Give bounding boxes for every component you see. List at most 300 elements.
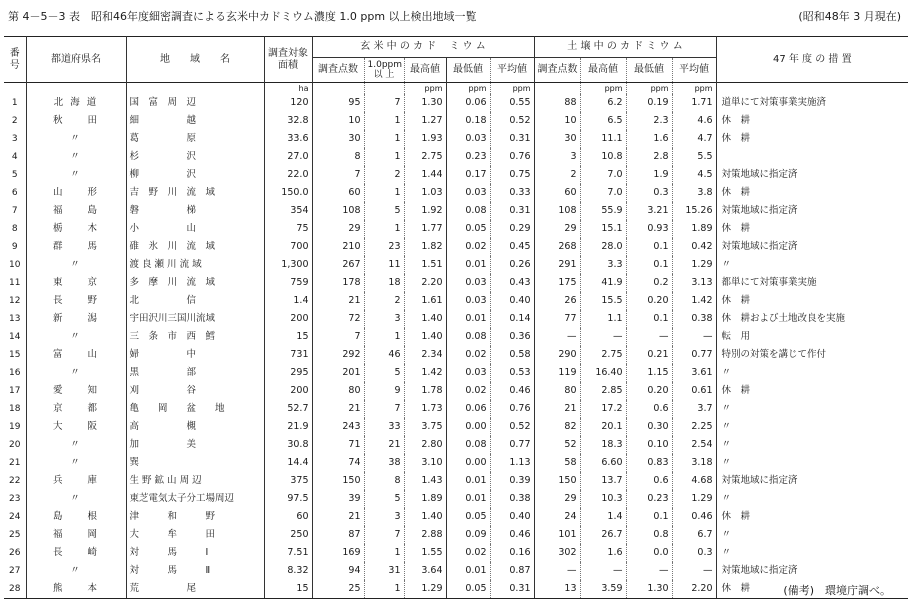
cell-pref: 〃	[26, 130, 126, 148]
cell-savg: 2.20	[672, 580, 716, 599]
cell-rmin: 0.03	[446, 130, 490, 148]
cell-smin: 0.1	[626, 238, 672, 256]
cell-rmax: 1.27	[404, 112, 446, 130]
cell-over: 23	[364, 238, 404, 256]
cell-smin: 0.2	[626, 274, 672, 292]
cell-survey: 15	[264, 328, 312, 346]
cell-ravg: 0.33	[490, 184, 534, 202]
cell-pref: 〃	[26, 436, 126, 454]
cell-ravg: 0.40	[490, 292, 534, 310]
cell-area: 北 信	[126, 292, 264, 310]
cell-smax: 26.7	[580, 526, 626, 544]
cell-ravg: 0.76	[490, 400, 534, 418]
cell-smax: 2.85	[580, 382, 626, 400]
cell-rmax: 3.10	[404, 454, 446, 472]
cell-smin: 0.1	[626, 508, 672, 526]
cell-measure: 休 耕および土地改良を実施	[716, 310, 908, 328]
header-rice-points: 調査点数	[312, 58, 364, 83]
header-no: 番号	[9, 47, 20, 71]
cell-no: 9	[11, 242, 18, 252]
cell-savg: 2.25	[672, 418, 716, 436]
cell-ravg: 0.52	[490, 112, 534, 130]
cell-smax: —	[580, 328, 626, 346]
cell-smin: 0.83	[626, 454, 672, 472]
cell-smin: 0.93	[626, 220, 672, 238]
cell-rmin: 0.05	[446, 580, 490, 599]
table-header	[4, 37, 908, 83]
cell-over: 1	[364, 184, 404, 202]
cell-area: 碓 氷 川 流 域	[126, 238, 264, 256]
cell-rmax: 1.78	[404, 382, 446, 400]
cell-ravg: 0.29	[490, 220, 534, 238]
cell-points: 210	[312, 238, 364, 256]
cell-survey: 1,300	[264, 256, 312, 274]
cell-measure: 対策地域に指定済	[716, 472, 908, 490]
cell-rmin: 0.02	[446, 346, 490, 364]
cell-over: 2	[364, 292, 404, 310]
cell-points: 243	[312, 418, 364, 436]
cell-rmin: 0.02	[446, 544, 490, 562]
cell-smax: 10.3	[580, 490, 626, 508]
cell-smin: 0.6	[626, 400, 672, 418]
table-row	[4, 472, 908, 490]
cell-pref: 長 野	[26, 292, 126, 310]
header-soil-group: 土 壌 中 の カ ド ミ ウ ム	[534, 37, 716, 58]
cell-measure: 対策地域に指定済	[716, 202, 908, 220]
cell-ravg: 0.40	[490, 508, 534, 526]
cell-savg: 3.13	[672, 274, 716, 292]
header-rice-max: 最高値	[404, 58, 446, 83]
cell-points: 80	[312, 382, 364, 400]
cell-rmax: 1.93	[404, 130, 446, 148]
cell-smin: 0.1	[626, 310, 672, 328]
cell-survey: 759	[264, 274, 312, 292]
cell-spts: 24	[534, 508, 580, 526]
cell-savg: 6.7	[672, 526, 716, 544]
cell-survey: 75	[264, 220, 312, 238]
cell-smin: 0.23	[626, 490, 672, 508]
cell-smin: 1.15	[626, 364, 672, 382]
cell-measure: 〃	[716, 454, 908, 472]
as-of-date: (昭和48年 3 月現在)	[798, 10, 901, 23]
cell-ravg: 0.31	[490, 202, 534, 220]
cell-smin: 1.30	[626, 580, 672, 599]
cell-over: 1	[364, 148, 404, 166]
cell-smin: 0.10	[626, 436, 672, 454]
cell-survey: 21.9	[264, 418, 312, 436]
cell-no: 18	[9, 404, 21, 414]
table-row	[4, 346, 908, 364]
cell-over: 31	[364, 562, 404, 580]
cell-rmin: 0.01	[446, 256, 490, 274]
cell-area: 小 山	[126, 220, 264, 238]
cell-ravg: 0.55	[490, 94, 534, 112]
unit-soil-avg: ppm	[672, 83, 716, 95]
cell-pref: 北 海 道	[26, 94, 126, 112]
cell-over: 1	[364, 328, 404, 346]
cell-rmax: 2.75	[404, 148, 446, 166]
cell-area: 荒 尾	[126, 580, 264, 599]
cell-over: 3	[364, 310, 404, 328]
cell-survey: 200	[264, 382, 312, 400]
cell-smax: 11.1	[580, 130, 626, 148]
cell-spts: 175	[534, 274, 580, 292]
cell-no: 19	[9, 422, 21, 432]
cell-rmin: 0.17	[446, 166, 490, 184]
cell-pref: 兵 庫	[26, 472, 126, 490]
cell-ravg: 0.36	[490, 328, 534, 346]
cell-area: 巽	[126, 454, 264, 472]
cell-no: 28	[4, 580, 26, 599]
cell-rmax: 1.44	[404, 166, 446, 184]
cell-smax: 28.0	[580, 238, 626, 256]
cell-rmin: 0.08	[446, 436, 490, 454]
cell-measure: 〃	[716, 490, 908, 508]
cell-savg: 0.42	[672, 238, 716, 256]
cell-points: 267	[312, 256, 364, 274]
cell-rmax: 1.55	[404, 544, 446, 562]
cell-area: 対 馬 Ⅰ	[126, 544, 264, 562]
cell-area: 三 条 市 西 鱈	[126, 328, 264, 346]
cell-measure: 休 耕	[716, 580, 908, 599]
table-row	[4, 220, 908, 238]
cell-rmax: 1.92	[404, 202, 446, 220]
cell-points: 21	[312, 400, 364, 418]
cell-over: 2	[364, 166, 404, 184]
cell-area: 磐 梯	[126, 202, 264, 220]
cell-survey: 33.6	[264, 130, 312, 148]
cell-over: 5	[364, 490, 404, 508]
cell-savg: 3.61	[672, 364, 716, 382]
cell-smin: 0.20	[626, 292, 672, 310]
cell-rmax: 1.73	[404, 400, 446, 418]
cell-survey: 7.51	[264, 544, 312, 562]
cell-rmax: 1.29	[404, 580, 446, 599]
cell-pref: 愛 知	[26, 382, 126, 400]
cell-measure: 休 耕	[716, 292, 908, 310]
unit-area: ha	[264, 83, 312, 95]
cell-rmin: 0.01	[446, 310, 490, 328]
cell-smax: 7.0	[580, 184, 626, 202]
cell-over: 9	[364, 382, 404, 400]
cell-smax: 17.2	[580, 400, 626, 418]
cell-smin: 2.3	[626, 112, 672, 130]
cell-survey: 15	[264, 580, 312, 599]
cell-pref: 〃	[26, 490, 126, 508]
cell-no: 11	[9, 278, 21, 288]
cell-no: 8	[11, 224, 18, 234]
cell-spts: 291	[534, 256, 580, 274]
cell-points: 72	[312, 310, 364, 328]
cell-spts: —	[534, 328, 580, 346]
cell-survey: 250	[264, 526, 312, 544]
cell-survey: 22.0	[264, 166, 312, 184]
cell-points: 29	[312, 220, 364, 238]
cell-survey: 52.7	[264, 400, 312, 418]
cell-savg: 0.3	[672, 544, 716, 562]
cell-pref: 新 潟	[26, 310, 126, 328]
cell-measure: 休 耕	[716, 184, 908, 202]
table-row	[4, 454, 908, 472]
unit-row	[4, 83, 908, 95]
cell-measure: 〃	[716, 418, 908, 436]
cell-points: 10	[312, 112, 364, 130]
cell-savg: 1.29	[672, 256, 716, 274]
cell-rmax: 2.20	[404, 274, 446, 292]
cell-savg: 0.61	[672, 382, 716, 400]
cell-rmin: 0.01	[446, 562, 490, 580]
table-row	[4, 382, 908, 400]
cell-ravg: 0.87	[490, 562, 534, 580]
cell-area: 葛 原	[126, 130, 264, 148]
cell-ravg: 0.39	[490, 472, 534, 490]
cell-over: 5	[364, 364, 404, 382]
header-survey-area: 調査対象面積	[264, 37, 312, 83]
header-rice-group: 玄 米 中 の カ ド ミ ウ ム	[312, 37, 534, 58]
table-row	[4, 202, 908, 220]
cell-savg: 4.5	[672, 166, 716, 184]
cell-rmax: 1.40	[404, 328, 446, 346]
cell-rmin: 0.18	[446, 112, 490, 130]
cell-survey: 60	[264, 508, 312, 526]
cell-smin: —	[626, 328, 672, 346]
cell-spts: 77	[534, 310, 580, 328]
cell-no: 26	[9, 548, 21, 558]
cell-smax: 6.60	[580, 454, 626, 472]
cell-ravg: 0.46	[490, 382, 534, 400]
unit-rice-min: ppm	[446, 83, 490, 95]
cell-measure: 都単にて対策事業実施	[716, 274, 908, 292]
cell-rmin: 0.06	[446, 94, 490, 112]
cell-smax: 6.2	[580, 94, 626, 112]
cell-no: 21	[9, 458, 21, 468]
cell-savg: 1.29	[672, 490, 716, 508]
cell-no: 17	[9, 386, 21, 396]
cell-spts: 21	[534, 400, 580, 418]
cell-rmin: 0.08	[446, 202, 490, 220]
cell-points: 7	[312, 166, 364, 184]
cell-smax: 15.5	[580, 292, 626, 310]
cell-ravg: 0.45	[490, 238, 534, 256]
cell-no: 27	[9, 566, 21, 576]
cell-area: 吉 野 川 流 域	[126, 184, 264, 202]
cell-rmax: 1.43	[404, 472, 446, 490]
cell-points: 8	[312, 148, 364, 166]
cell-smin: 0.6	[626, 472, 672, 490]
cell-ravg: 0.31	[490, 130, 534, 148]
cell-area: 多 摩 川 流 域	[126, 274, 264, 292]
cell-measure: 休 耕	[716, 220, 908, 238]
cell-spts: 82	[534, 418, 580, 436]
cell-smax: 55.9	[580, 202, 626, 220]
cell-ravg: 0.76	[490, 148, 534, 166]
cell-measure: 転 用	[716, 328, 908, 346]
cell-survey: 295	[264, 364, 312, 382]
table-row	[4, 400, 908, 418]
cell-ravg: 0.46	[490, 526, 534, 544]
cell-smax: 3.3	[580, 256, 626, 274]
table-row	[4, 364, 908, 382]
cell-rmax: 1.40	[404, 508, 446, 526]
cell-smax: 15.1	[580, 220, 626, 238]
cell-over: 33	[364, 418, 404, 436]
cell-smax: 3.59	[580, 580, 626, 599]
cell-survey: 700	[264, 238, 312, 256]
cell-smin: 2.8	[626, 148, 672, 166]
cell-points: 150	[312, 472, 364, 490]
cell-spts: —	[534, 562, 580, 580]
cell-rmin: 0.06	[446, 400, 490, 418]
cell-smax: 16.40	[580, 364, 626, 382]
cell-smax: 2.75	[580, 346, 626, 364]
cell-no: 16	[9, 368, 21, 378]
cell-pref: 〃	[26, 166, 126, 184]
cell-rmin: 0.03	[446, 364, 490, 382]
cell-smax: 20.1	[580, 418, 626, 436]
cell-smax: 6.5	[580, 112, 626, 130]
cell-ravg: 0.77	[490, 436, 534, 454]
header-soil-points: 調査点数	[534, 58, 580, 83]
header-area: 地 域 名	[126, 37, 264, 83]
cell-area: 高 槻	[126, 418, 264, 436]
cell-survey: 14.4	[264, 454, 312, 472]
cell-no: 1	[11, 98, 18, 108]
header-measures: 47 年 度 の 措 置	[716, 37, 908, 83]
table-body	[4, 83, 908, 599]
cell-smin: 3.21	[626, 202, 672, 220]
cell-spts: 88	[534, 94, 580, 112]
cell-spts: 80	[534, 382, 580, 400]
cell-spts: 58	[534, 454, 580, 472]
cell-area: 渡 良 瀬 川 流 域	[126, 256, 264, 274]
table-row	[4, 112, 908, 130]
cell-savg: 0.46	[672, 508, 716, 526]
cell-measure: 対策地域に指定済	[716, 238, 908, 256]
cell-no: 24	[9, 512, 21, 522]
cell-ravg: 0.14	[490, 310, 534, 328]
cell-points: 30	[312, 130, 364, 148]
cell-smax: 1.6	[580, 544, 626, 562]
cell-no: 3	[11, 134, 18, 144]
cell-area: 対 馬 Ⅱ	[126, 562, 264, 580]
cell-pref: 富 山	[26, 346, 126, 364]
cell-rmin: 0.05	[446, 508, 490, 526]
cell-spts: 150	[534, 472, 580, 490]
table-row	[4, 490, 908, 508]
cell-pref: 〃	[26, 364, 126, 382]
table-row	[4, 274, 908, 292]
cell-rmax: 1.89	[404, 490, 446, 508]
cell-points: 201	[312, 364, 364, 382]
cell-spts: 26	[534, 292, 580, 310]
cell-no: 14	[9, 332, 21, 342]
cell-smin: 0.8	[626, 526, 672, 544]
cell-measure: 〃	[716, 256, 908, 274]
footer-note: (備考) 環境庁調べ。	[783, 584, 891, 597]
cell-points: 108	[312, 202, 364, 220]
cell-over: 1	[364, 580, 404, 599]
cell-savg: 3.18	[672, 454, 716, 472]
cell-area: 婦 中	[126, 346, 264, 364]
cell-spts: 13	[534, 580, 580, 599]
cell-spts: 3	[534, 148, 580, 166]
cell-smax: 1.4	[580, 508, 626, 526]
unit-soil-max: ppm	[580, 83, 626, 95]
cell-no: 6	[11, 188, 18, 198]
cell-no: 13	[9, 314, 21, 324]
cell-measure: 〃	[716, 526, 908, 544]
cell-spts: 30	[534, 130, 580, 148]
cell-points: 21	[312, 292, 364, 310]
cell-savg: 4.6	[672, 112, 716, 130]
cell-rmin: 0.03	[446, 274, 490, 292]
cell-no: 15	[9, 350, 21, 360]
header-rice-min: 最低値	[446, 58, 490, 83]
cell-area: 亀 岡 盆 地	[126, 400, 264, 418]
cell-rmin: 0.23	[446, 148, 490, 166]
cell-spts: 101	[534, 526, 580, 544]
table-row	[4, 436, 908, 454]
cell-over: 5	[364, 202, 404, 220]
table-row	[4, 256, 908, 274]
table-row	[4, 562, 908, 580]
cell-points: 292	[312, 346, 364, 364]
cell-spts: 52	[534, 436, 580, 454]
cell-spts: 2	[534, 166, 580, 184]
cell-survey: 354	[264, 202, 312, 220]
cell-smax: 7.0	[580, 166, 626, 184]
table-row	[4, 418, 908, 436]
cell-points: 87	[312, 526, 364, 544]
cell-over: 1	[364, 130, 404, 148]
cell-survey: 150.0	[264, 184, 312, 202]
cadmium-table	[4, 36, 908, 599]
cell-area: 国 富 周 辺	[126, 94, 264, 112]
cell-rmax: 1.77	[404, 220, 446, 238]
table-row	[4, 544, 908, 562]
cell-pref: 長 崎	[26, 544, 126, 562]
cell-pref: 栃 木	[26, 220, 126, 238]
cell-rmax: 1.03	[404, 184, 446, 202]
cell-rmin: 0.00	[446, 418, 490, 436]
table-row	[4, 310, 908, 328]
cell-no: 10	[9, 260, 21, 270]
cell-pref: 大 阪	[26, 418, 126, 436]
cell-measure: 対策地域に指定済	[716, 166, 908, 184]
cell-over: 7	[364, 526, 404, 544]
cell-area: 東芝電気太子分工場周辺	[126, 490, 264, 508]
cell-smax: 13.7	[580, 472, 626, 490]
cell-savg: 5.5	[672, 148, 716, 166]
cell-points: 178	[312, 274, 364, 292]
cell-rmax: 1.30	[404, 94, 446, 112]
cell-survey: 731	[264, 346, 312, 364]
cell-rmin: 0.00	[446, 454, 490, 472]
cell-pref: 福 岡	[26, 526, 126, 544]
cell-measure: 休 耕	[716, 382, 908, 400]
cell-ravg: 0.52	[490, 418, 534, 436]
cell-survey: 375	[264, 472, 312, 490]
table-row	[4, 292, 908, 310]
cell-ravg: 0.16	[490, 544, 534, 562]
cell-pref: 〃	[26, 328, 126, 346]
cell-survey: 1.4	[264, 292, 312, 310]
cell-points: 94	[312, 562, 364, 580]
cell-over: 7	[364, 400, 404, 418]
cell-spts: 108	[534, 202, 580, 220]
cell-smin: 0.1	[626, 256, 672, 274]
cell-smin: 0.3	[626, 184, 672, 202]
